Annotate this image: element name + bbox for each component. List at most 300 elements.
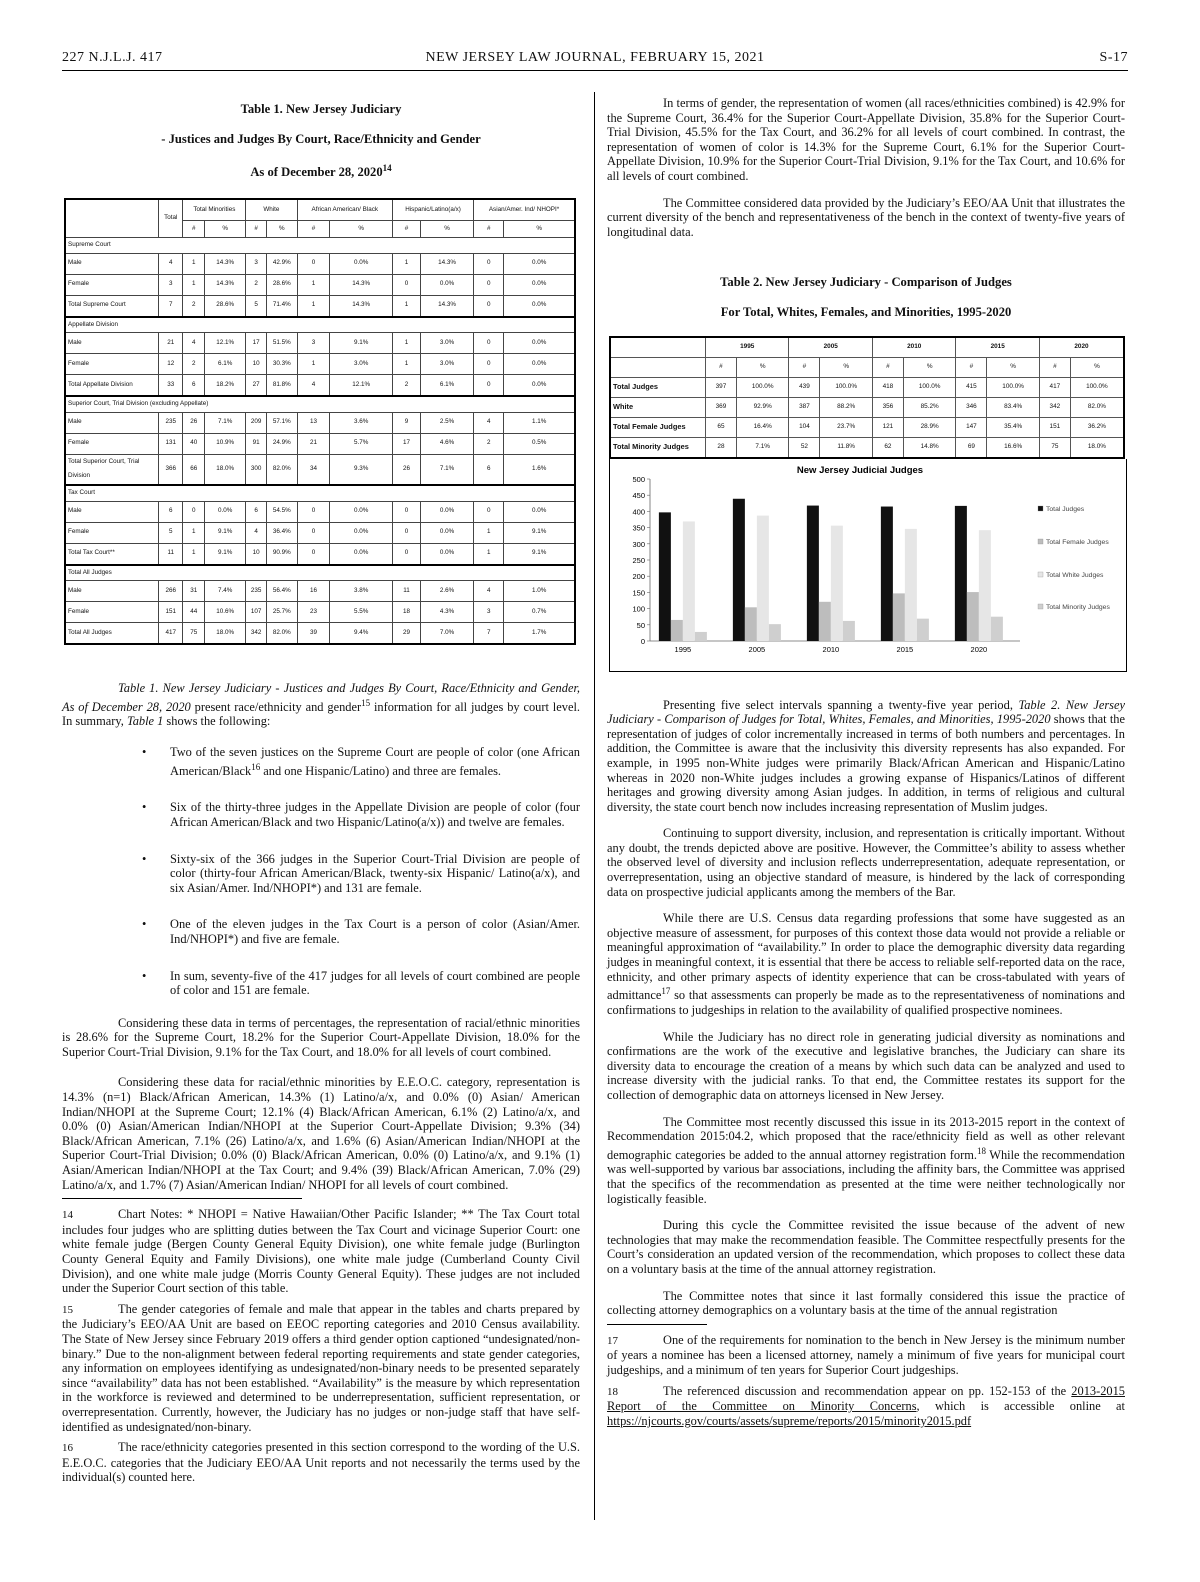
table1-cell: 4.3%: [420, 602, 473, 623]
table1-cell: 4: [474, 412, 504, 433]
table2-subheader-pct: %: [736, 357, 789, 377]
table1-corner: [65, 199, 159, 238]
chart-y-tick-label: 150: [632, 587, 645, 597]
table1-section-row: [65, 485, 575, 501]
table1-cell: 6: [246, 501, 267, 522]
table1-cell: 1: [297, 274, 330, 295]
table1-cell: 0: [474, 501, 504, 522]
table2-cell: 342: [1039, 397, 1070, 417]
table1-subheader-pct: %: [330, 220, 393, 237]
eeoc-paragraph: Considering these data for racial/ethnic minorities by E.E.O.C. category, representation is 14.3% (n=1) Black/African American, 14.3% (1) Latino/a/x, and 0.0% (0) Asian/ American Indian/NHOPI at the Supreme Court; 12.1% (4) Black/African American, 6.1% (2) Latino/a/x, and 0.0% (0) Asian/American Indian/NHOPI at the Superior Court-Appellate Division; 9.3% (34) Black/African American, 7.1% (26) Latino/a/x, and 1.6% (6) Asian/American Indian/NHOPI at the Superior Court-Trial Division; 0.0% (0) Black/African American, 0.0% (0) Latino/a/x, and 9.1% (1) Asian/American Indian/NHOPI at the Tax Court; and 9.4% (39) Black/African American, 7.0% (29) Latino/a/x, and 1.7% (7) Asian/American Indian/ NHOPI for all levels of court combined.: [62, 1075, 580, 1192]
table1-cell: 0: [297, 522, 330, 543]
table1-cell: 3.8%: [330, 581, 393, 602]
table1-title-3: As of December 28, 2020$^{14}$: [250, 163, 392, 180]
chart-x-tick-label: 2015: [896, 644, 914, 654]
table1-cell: 4: [474, 581, 504, 602]
table1-cell: 3: [297, 333, 330, 354]
table1-cell: 54.5%: [266, 501, 297, 522]
table1-cell: 2: [393, 375, 421, 397]
table1-cell: 44: [183, 602, 205, 623]
footnote-rule: [62, 1198, 302, 1199]
table1-cell: 0: [474, 295, 504, 317]
table1-row-label: Total Supreme Court: [65, 295, 159, 317]
chart-x-tick-label: 2010: [822, 644, 840, 654]
table1-section-label: Tax Court: [65, 485, 575, 501]
table2-cell: 65: [706, 417, 737, 437]
table1-cell: 27: [246, 375, 267, 397]
chart-bar: [659, 512, 671, 641]
table1-cell: 82.0%: [266, 623, 297, 645]
table2-row: [610, 397, 1124, 417]
table1-cell: 0: [183, 501, 205, 522]
table1-cell: 9.1%: [330, 333, 393, 354]
chart-bar: [917, 618, 929, 640]
table2-cell: 415: [956, 377, 987, 397]
table1-cell: 4: [183, 333, 205, 354]
table1-cell: 26: [393, 454, 421, 485]
table1-row: [65, 501, 575, 522]
table1-cell: 3.0%: [330, 354, 393, 375]
table1-cell: 39: [297, 623, 330, 645]
table1-cell: 2: [183, 354, 205, 375]
table1-row-label: Male: [65, 333, 159, 354]
table1-cell: 2: [474, 433, 504, 454]
chart-legend-swatch: [1038, 604, 1043, 609]
footnote-rule-right: [607, 1324, 707, 1325]
table1-cell: 14.3%: [205, 274, 246, 295]
table1-row-label: Female: [65, 602, 159, 623]
table2-cell: 75: [1039, 437, 1070, 458]
table2-cell: 346: [956, 397, 987, 417]
chart-y-tick-label: 400: [632, 506, 645, 516]
table1-header-hispanic: Hispanic/Latino(a/x): [393, 199, 474, 221]
table2-row-label: Total Minority Judges: [610, 437, 706, 458]
right-column: [607, 96, 1125, 1434]
table2-cell: 35.4%: [987, 417, 1040, 437]
table2-row-label: Total Judges: [610, 377, 706, 397]
table1-cell: 0: [474, 274, 504, 295]
chart-y-tick-label: 0: [640, 636, 645, 646]
chart-bar: [843, 620, 855, 640]
table1-cell: 235: [246, 581, 267, 602]
table1-cell: 26: [183, 412, 205, 433]
table1-cell: 9.1%: [504, 522, 575, 543]
chart-y-tick-label: 450: [632, 490, 645, 500]
table2-subheader-num: #: [789, 357, 820, 377]
table1-cell: 12: [159, 354, 183, 375]
table1-cell: 90.9%: [266, 543, 297, 565]
table1-cell: 1: [393, 253, 421, 274]
table1-cell: 0: [474, 375, 504, 397]
table1-cell: 33: [159, 375, 183, 397]
table1-cell: 13: [297, 412, 330, 433]
table1-cell: 0: [297, 501, 330, 522]
table1-cell: 18.2%: [205, 375, 246, 397]
table2-row: [610, 437, 1124, 458]
table2-title-1: Table 2. New Jersey Judiciary - Comparison of Judges: [720, 275, 1012, 290]
chart-legend-label: Total Minority Judges: [1046, 603, 1110, 611]
table1-cell: 3: [474, 602, 504, 623]
table1-cell: 366: [159, 454, 183, 485]
table1-cell: 21: [159, 333, 183, 354]
table2-cell: 16.6%: [987, 437, 1040, 458]
header-citation: 227 N.J.L.J. 417: [62, 50, 163, 65]
table1-row-label: Male: [65, 412, 159, 433]
chart-legend-swatch: [1038, 539, 1043, 544]
table1-row-label: Female: [65, 433, 159, 454]
footnote-17: 17 One of the requirements for nomination to the bench in New Jersey is the minimum number of years a nominee has been a licensed attorney, namely a minimum of five years for municipal court judgeships, and a minimum of ten years for Superior Court judgeships.: [607, 1332, 1125, 1377]
table1-cell: 10.9%: [205, 433, 246, 454]
table1-cell: 1: [183, 543, 205, 565]
table2-cell: 82.0%: [1070, 397, 1124, 417]
table1-cell: 3: [159, 274, 183, 295]
chart-bar: [831, 525, 843, 640]
table1-cell: 6: [474, 454, 504, 485]
table1-cell: 18.0%: [205, 623, 246, 645]
table1-cell: 5.5%: [330, 602, 393, 623]
table1-cell: 3.0%: [420, 354, 473, 375]
table1-section-label: Supreme Court: [65, 237, 575, 253]
table1-cell: 51.5%: [266, 333, 297, 354]
table1-row-label: Total Superior Court, Trial Division: [65, 454, 159, 485]
table1-cell: 0.7%: [504, 602, 575, 623]
table1-cell: 14.3%: [420, 295, 473, 317]
table1-cell: 12.1%: [205, 333, 246, 354]
bullet-superior-court: • Sixty-six of the 366 judges in the Superior Court-Trial Division are people of color (thirty-four African American/Black, twenty-six Hispanic/ Latino(a/x), and six Asian/Amer. Ind/NHOPI*) and 131 are female.: [62, 852, 580, 896]
chart-bar: [683, 521, 695, 641]
table1-subheader-pct: %: [504, 220, 575, 237]
table1-cell: 7.4%: [205, 581, 246, 602]
table1-row: [65, 375, 575, 397]
table1-cell: 1: [297, 354, 330, 375]
table1-subheader-pct: %: [205, 220, 246, 237]
chart-y-tick-label: 500: [632, 474, 645, 484]
table1-cell: 14.3%: [330, 274, 393, 295]
table1-cell: 0.0%: [504, 501, 575, 522]
table1-row-label: Total Appellate Division: [65, 375, 159, 397]
table1-cell: 3.0%: [420, 333, 473, 354]
table1-cell: 7.0%: [420, 623, 473, 645]
chart-legend-swatch: [1038, 506, 1043, 511]
table1-cell: 25.7%: [266, 602, 297, 623]
table1-cell: 9: [393, 412, 421, 433]
recommendation-paragraph: The Committee most recently discussed this issue in its 2013-2015 report in the context of Recommendation 2015:04.2, which proposed that the race/ethnicity field as well as other relevant demographic categories be added to the annual attorney registration form.$^{18}$ While the recommendation was well-supported by various bar associations, including the affinity bars, the Committee was apprised that the specifics of the recommendation as presented at the time were neither technologically nor logistically feasible.: [607, 1114, 1125, 1206]
revisit-paragraph: During this cycle the Committee revisited the issue because of the advent of new technologies that may make the recommendation feasible. The Committee respectfully presents for the Court’s consideration an updated version of the recommendation, which proposes to collect these data on a voluntary basis at the time of the annual attorney registration.: [607, 1218, 1125, 1276]
table1-cell: 0.0%: [420, 543, 473, 565]
table1-cell: 10.6%: [205, 602, 246, 623]
chart-bar: [807, 505, 819, 640]
table1-cell: 151: [159, 602, 183, 623]
chart-bar: [905, 528, 917, 640]
table2-title-2: For Total, Whites, Females, and Minorities, 1995-2020: [720, 304, 1012, 319]
chart-bar: [671, 619, 683, 640]
table1-cell: 342: [246, 623, 267, 645]
table1-header-white: White: [246, 199, 297, 221]
table1-row: [65, 433, 575, 454]
table1-row: [65, 581, 575, 602]
table2-subheader-num: #: [706, 357, 737, 377]
table2-cell: 100.0%: [820, 377, 873, 397]
column-divider: [594, 92, 595, 1520]
table1-cell: 1: [183, 274, 205, 295]
table1-cell: 81.8%: [266, 375, 297, 397]
table1-cell: 28.6%: [266, 274, 297, 295]
table1-cell: 14.3%: [330, 295, 393, 317]
table1-title-2: - Justices and Judges By Court, Race/Ethnicity and Gender: [161, 131, 481, 146]
bullet-all-levels: • In sum, seventy-five of the 417 judges for all levels of court combined are people of color and 151 are female.: [62, 969, 580, 998]
table1-cell: 0.0%: [420, 274, 473, 295]
table1-cell: 209: [246, 412, 267, 433]
table1-cell: 0: [474, 354, 504, 375]
table1-cell: 0.0%: [504, 295, 575, 317]
header-page-number: S-17: [1099, 50, 1128, 65]
table1-row: [65, 354, 575, 375]
table1-subheader-pct: %: [266, 220, 297, 237]
footnote-14: 14 Chart Notes: * NHOPI = Native Hawaiian/Other Pacific Islander; ** The Tax Court total includes four judges who are splitting duties between the Tax Court and vicinage Superior Court: one white female judge (Bergen County General Equity Division), one white female judge (Burlington County General Equity and Family Divisions), one white male judge (Cumberland County Civil Division), and one white male judge (Morris County General Equity). These judges are not included under the Superior Court section of this table.: [62, 1207, 580, 1296]
chart-y-tick-label: 250: [632, 555, 645, 565]
table1-cell: 0.0%: [205, 501, 246, 522]
table2-subheader-pct: %: [820, 357, 873, 377]
table1-cell: 14.3%: [205, 253, 246, 274]
footnote-18: 18 The referenced discussion and recommendation appear on pp. 152-153 of the 2013-2015 Report of the Committee on Minority Concerns, which is accessible online at https://njcourts.gov/courts/assets/supreme/reports/2015/minority2015.pdf: [607, 1383, 1125, 1428]
chart-y-tick-label: 50: [636, 620, 645, 630]
table2-cell: 100.0%: [903, 377, 956, 397]
table1-cell: 9.1%: [205, 543, 246, 565]
table2-cell: 83.4%: [987, 397, 1040, 417]
table1-cell: 17: [393, 433, 421, 454]
table2-subheader-row: [610, 357, 1124, 377]
table2-cell: 387: [789, 397, 820, 417]
table2-row: [610, 377, 1124, 397]
bullet-appellate-division: • Six of the thirty-three judges in the Appellate Division are people of color (four African American/Black and two Hispanic/Latino(a/x)) and twelve are females.: [62, 800, 580, 829]
table1-cell: 6.1%: [205, 354, 246, 375]
table1-cell: 21: [297, 433, 330, 454]
table1-cell: 0: [393, 522, 421, 543]
table2-cell: 100.0%: [1070, 377, 1124, 397]
table1-header-total: Total: [159, 199, 183, 238]
chart-x-tick-label: 1995: [674, 644, 692, 654]
table1-cell: 300: [246, 454, 267, 485]
five-intervals-paragraph: Presenting five select intervals spanning a twenty-five year period, Table 2. New Jersey Judiciary - Comparison of Judges for Total, Whites, Females, and Minorities, 1995-2020 shows that the representation of judges of color incrementally increased in terms of both numbers and percentages. In addition, the Committee is aware that the inclusivity this diversity represents has also expanded. For example, in 1995 non-White judges were primarily Black/African American and Hispanic/Latino whereas in 2020 non-White judges includes a growing expanse of Hispanics/Latinos of different heritages and growing diversity among Asian judges. In addition, in terms of religious and cultural diversity, the state court bench now includes increasing representation of Muslim judges.: [607, 697, 1126, 814]
table1-cell: 1: [474, 522, 504, 543]
chart-bar: [955, 505, 967, 640]
table1-cell: 17: [246, 333, 267, 354]
table2-cell: 439: [789, 377, 820, 397]
table2-year-header: 2015: [956, 337, 1039, 358]
table1-cell: 7: [159, 295, 183, 317]
left-column: [62, 96, 580, 1491]
table1-cell: 10: [246, 543, 267, 565]
table1-cell: 28.6%: [205, 295, 246, 317]
table1-cell: 0.0%: [330, 522, 393, 543]
table1-section-label: Superior Court, Trial Division (excluding Appellate): [65, 396, 575, 412]
table1-subheader-num: #: [183, 220, 205, 237]
table2-cell: 52: [789, 437, 820, 458]
table1-cell: 29: [393, 623, 421, 645]
judges-chart: [609, 459, 1127, 672]
chart-bar: [757, 515, 769, 640]
chart-bar: [979, 530, 991, 641]
table1-cell: 1: [393, 354, 421, 375]
table2-cell: 69: [956, 437, 987, 458]
table1-cell: 0.0%: [504, 375, 575, 397]
table2-subheader-num: #: [956, 357, 987, 377]
table1-cell: 1.1%: [504, 412, 575, 433]
chart-legend-label: Total Female Judges: [1046, 538, 1109, 546]
table2-year-header: 2020: [1039, 337, 1124, 358]
table1-cell: 42.9%: [266, 253, 297, 274]
table2-corner: [610, 337, 706, 358]
table1-cell: 2.6%: [420, 581, 473, 602]
table1-section-row: [65, 396, 575, 412]
table1-row: [65, 623, 575, 645]
report-link[interactable]: 2013-2015 Report of the Committee on Minority Concerns: [607, 1383, 1125, 1414]
table1-cell: 30.3%: [266, 354, 297, 375]
table1-subheader-num: #: [297, 220, 330, 237]
table1-cell: 5: [159, 522, 183, 543]
table1-cell: 0: [474, 253, 504, 274]
table1-cell: 40: [183, 433, 205, 454]
percentages-paragraph: Considering these data in terms of percentages, the representation of racial/ethnic minorities is 28.6% for the Supreme Court, 18.2% for the Superior Court-Appellate Division, 18.0% for the Superior Court-Trial Division, 9.1% for the Tax Court, and 18.0% for all levels of court combined.: [62, 1015, 580, 1059]
table2-cell: 121: [872, 417, 903, 437]
table1-cell: 11: [159, 543, 183, 565]
table1-cell: 235: [159, 412, 183, 433]
table2-cell: 100.0%: [987, 377, 1040, 397]
table1-section-row: [65, 317, 575, 333]
table1-cell: 4: [159, 253, 183, 274]
table2-cell: 28.9%: [903, 417, 956, 437]
table1-cell: 2: [246, 274, 267, 295]
table1-row: [65, 333, 575, 354]
table2-cell: 11.8%: [820, 437, 873, 458]
table2-cell: 92.9%: [736, 397, 789, 417]
table1-cell: 0: [474, 333, 504, 354]
table2-row-label: White: [610, 397, 706, 417]
chart-bar: [881, 506, 893, 640]
table1-cell: 34: [297, 454, 330, 485]
table1-cell: 4: [246, 522, 267, 543]
table1-cell: 23: [297, 602, 330, 623]
table2-cell: 14.8%: [903, 437, 956, 458]
table1-cell: 1.7%: [504, 623, 575, 645]
table1-cell: 18.0%: [205, 454, 246, 485]
table1-cell: 5: [246, 295, 267, 317]
table1-cell: 107: [246, 602, 267, 623]
table1-cell: 24.9%: [266, 433, 297, 454]
table1-cell: 10: [246, 354, 267, 375]
table1-row: [65, 274, 575, 295]
table1-header-row: [65, 199, 575, 221]
chart-bar: [695, 631, 707, 640]
table2: [609, 336, 1125, 459]
chart-legend-label: Total White Judges: [1046, 571, 1104, 579]
footnote-15: 15 The gender categories of female and male that appear in the tables and charts prepared by the Judiciary’s EEO/AA Unit are based on EEOC reporting categories and 2010 Census availability. The State of New Jersey since February 2019 offers a third gender option captioned “undesignated/non-binary.” Due to the non-alignment between federal reporting requirements and state gender categories, any information on employees identifying as undesignated/non-binary needs to be presented separately since “availability” data has not been established. “Availability” is the measure by which representation in the workforce is reviewed and determined to be underrepresentation, sufficient representation, or overrepresentation. Currently, however, the Judiciary has no judges or non-judge staff that have self-identified as undesignated/non-binary.: [62, 1301, 580, 1434]
table1-cell: 1: [183, 253, 205, 274]
judges-chart-svg: [610, 459, 1126, 671]
table2-cell: 23.7%: [820, 417, 873, 437]
chart-bar: [819, 601, 831, 640]
gender-paragraph: In terms of gender, the representation of women (all races/ethnicities combined) is 42.9% for the Supreme Court, 36.4% for the Superior Court-Appellate Division, 35.8% for the Superior Court-Trial Division, 45.5% for the Tax Court, and 36.2% for all levels of court combined. In contrast, the representation of women of color is 14.3% for the Supreme Court, 6.1% for the Superior Court-Appellate Division, 10.9% for the Superior Court-Trial Division, 9.1% for the Tax Court, and 10.6% for all levels of court combined.: [607, 96, 1125, 183]
table1-row-label: Total Tax Court**: [65, 543, 159, 565]
table2-subheader-num: #: [872, 357, 903, 377]
chart-legend-label: Total Judges: [1046, 505, 1085, 513]
table1-subheader-pct: %: [420, 220, 473, 237]
table1-cell: 11: [393, 581, 421, 602]
table1-row-label: Male: [65, 501, 159, 522]
table1-cell: 0.0%: [330, 543, 393, 565]
table1-cell: 417: [159, 623, 183, 645]
footnote-16: 16 The race/ethnicity categories presented in this section correspond to the wording of the U.S. E.E.O.C. categories that the Judiciary EEO/AA Unit reports and not necessarily the terms used by the individual(s) counted here.: [62, 1440, 580, 1485]
table1-header-african-american: African American/ Black: [297, 199, 393, 221]
table2-cell: 369: [706, 397, 737, 417]
table1-cell: 3: [246, 253, 267, 274]
table1-cell: 18: [393, 602, 421, 623]
table1-cell: 56.4%: [266, 581, 297, 602]
table2-cell: 147: [956, 417, 987, 437]
table1-cell: 9.1%: [504, 543, 575, 565]
chart-title: New Jersey Judicial Judges: [796, 464, 924, 476]
table1-cell: 131: [159, 433, 183, 454]
table1-header-asian: Asian/Amer. Ind/ NHOPI*: [474, 199, 575, 221]
table1-cell: 75: [183, 623, 205, 645]
table1-cell: 7.1%: [420, 454, 473, 485]
table1-subheader-num: #: [474, 220, 504, 237]
table1-cell: 14.3%: [420, 253, 473, 274]
table2-cell: 62: [872, 437, 903, 458]
table1-row: [65, 253, 575, 274]
table1-cell: 82.0%: [266, 454, 297, 485]
table1-cell: 7: [474, 623, 504, 645]
page-header: [62, 50, 1128, 71]
header-publication: NEW JERSEY LAW JOURNAL, FEBRUARY 15, 2021: [425, 50, 765, 65]
table1-subheader-num: #: [393, 220, 421, 237]
table1-section-label: Total All Judges: [65, 565, 575, 581]
table1-cell: 0.0%: [504, 253, 575, 274]
table1-row: [65, 454, 575, 485]
table2-row: [610, 417, 1124, 437]
table1-row-label: Female: [65, 522, 159, 543]
table1-row-label: Male: [65, 253, 159, 274]
table1-cell: 1: [393, 295, 421, 317]
chart-bar: [967, 592, 979, 641]
chart-bar: [769, 624, 781, 641]
table1-cell: 31: [183, 581, 205, 602]
table1-cell: 1.0%: [504, 581, 575, 602]
table2-cell: 28: [706, 437, 737, 458]
table2-cell: 18.0%: [1070, 437, 1124, 458]
table1-cell: 9.3%: [330, 454, 393, 485]
table1-cell: 0: [393, 274, 421, 295]
bullet-supreme-court: • Two of the seven justices on the Supreme Court are people of color (one African American/Black$^{16}$ and one Hispanic/Latino) and three are females.: [62, 745, 580, 778]
table1-cell: 6.1%: [420, 375, 473, 397]
table1-cell: 12.1%: [330, 375, 393, 397]
table1-cell: 1.6%: [504, 454, 575, 485]
report-url-link[interactable]: https://njcourts.gov/courts/assets/supreme/reports/2015/minority2015.pdf: [607, 1413, 972, 1428]
table1: [64, 198, 576, 645]
table2-cell: 36.2%: [1070, 417, 1124, 437]
table1-cell: 2.5%: [420, 412, 473, 433]
table1-cell: 6: [159, 501, 183, 522]
table1-cell: 9.4%: [330, 623, 393, 645]
table1-cell: 36.4%: [266, 522, 297, 543]
table1-row: [65, 602, 575, 623]
chart-legend-swatch: [1038, 572, 1043, 577]
chart-y-tick-label: 200: [632, 571, 645, 581]
table2-corner-2: [610, 357, 706, 377]
bullet-tax-court: • One of the eleven judges in the Tax Court is a person of color (Asian/Amer. Ind/NHOPI*) and five are female.: [62, 917, 580, 946]
table1-cell: 3.6%: [330, 412, 393, 433]
table1-cell: 0.0%: [420, 501, 473, 522]
